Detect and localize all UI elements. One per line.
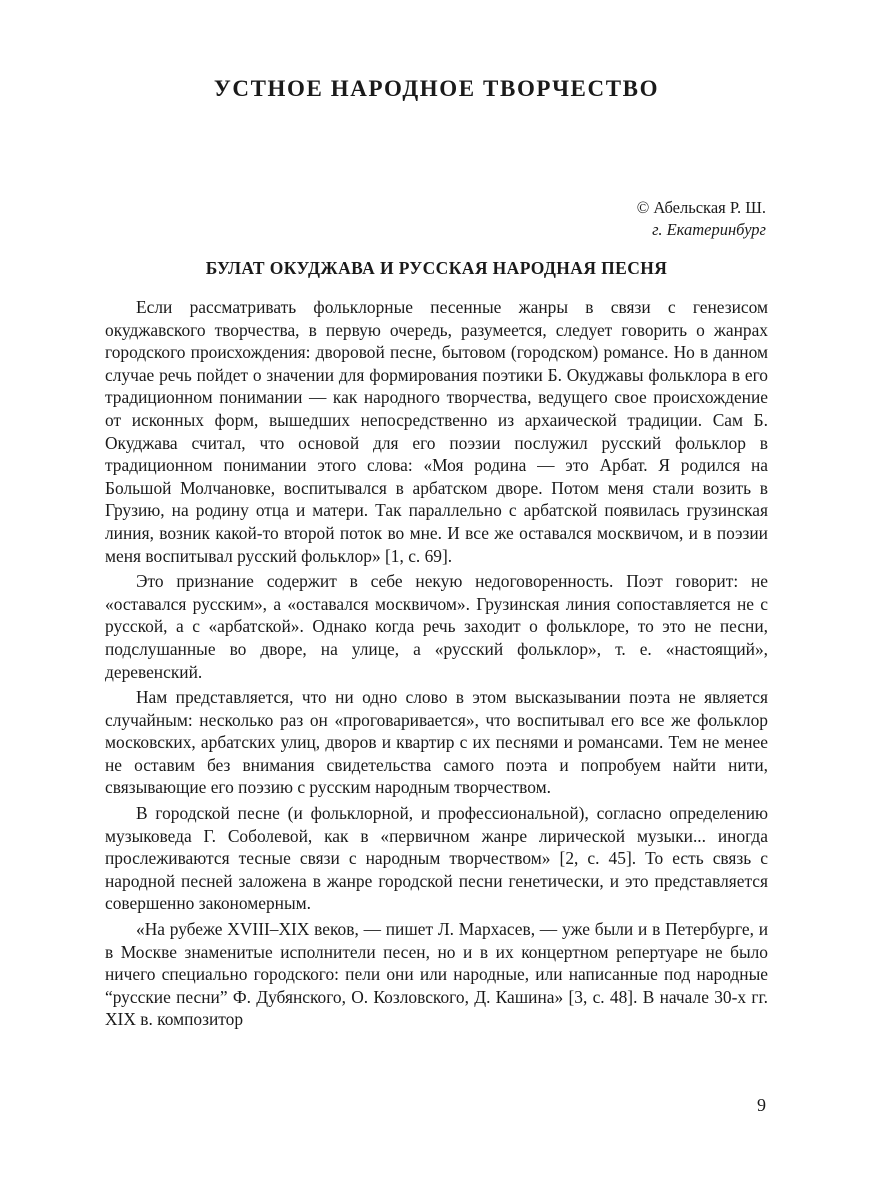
paragraph: Это признание содержит в себе некую недоговоренность. Поэт говорит: не «оставался русским», а «оставался москвичом». Грузинская линия сопоставляется не с русской, а с «арбатской». Однако когда речь заходит о фольклоре, то это не песни, подслушанные во дворе, на улице, а «русский фольклор», т. е. «настоящий», деревенский. (105, 571, 768, 682)
paragraph: «На рубеже XVIII–XIX веков, — пишет Л. Мархасев, — уже были и в Петербурге, и в Москве знаменитые исполнители песен, но и в их концертном репертуаре не было ничего специально городского: пели они или народные, или написанные под народные “русские песни” Ф. Дубянского, О. Козловского, Д. Кашина» [3, с. 48]. В начале 30-х гг. XIX в. композитор (105, 919, 768, 1030)
byline (637, 197, 766, 241)
page-number: 9 (757, 1095, 766, 1115)
article-body (105, 296, 768, 1034)
article-title: БУЛАТ ОКУДЖАВА И РУССКАЯ НАРОДНАЯ ПЕСНЯ (205, 258, 668, 278)
section-title: УСТНОЕ НАРОДНОЕ ТВОРЧЕСТВО (213, 76, 660, 101)
author-name: © Абельская Р. Ш. (636, 198, 766, 217)
paragraph: В городской песне (и фольклорной, и профессиональной), согласно определению музыковеда Г. Соболевой, как в «первичном жанре лирической музыки... иногда прослеживаются тесные связи с народным творчеством» [2, с. 45]. То есть связь с народной песней заложена в жанре городской песни генетически, и это представляется совершенно закономерным. (105, 803, 768, 914)
paragraph: Если рассматривать фольклорные песенные жанры в связи с генезисом окуджавского творчества, в первую очередь, разумеется, следует говорить о жанрах городского происхождения: дворовой песне, бытовом (городском) романсе. Но в данном случае речь пойдет о значении для формирования поэтики Б. Окуджавы фольклора в его традиционном понимании — как народного творчества, ведущего свое происхождение от исконных форм, вышедших непосредственно из архаической традиции. Сам Б. Окуджава считал, что основой для его поэзии послужил русский фольклор в традиционном понимании этого слова: «Моя родина — это Арбат. Я родился на Большой Молчановке, воспитывался в арбатском дворе. Потом меня стали возить в Грузию, на родину отца и матери. Так параллельно с арбатской появилась грузинская линия, возник какой-то второй поток во мне. И все же оставался москвичом, и в поэзии меня воспитывал русский фольклор» [1, с. 69]. (105, 297, 768, 566)
paragraph: Нам представляется, что ни одно слово в этом высказывании поэта не является случайным: несколько раз он «проговаривается», что воспитывал его все же фольклор московских, арбатских улиц, дворов и квартир с их песнями и романсами. Тем не менее не оставим без внимания свидетельства самого поэта и попробуем найти нити, связывающие его поэзию с русским народным творчеством. (105, 687, 768, 798)
author-city: г. Екатеринбург (652, 220, 766, 239)
